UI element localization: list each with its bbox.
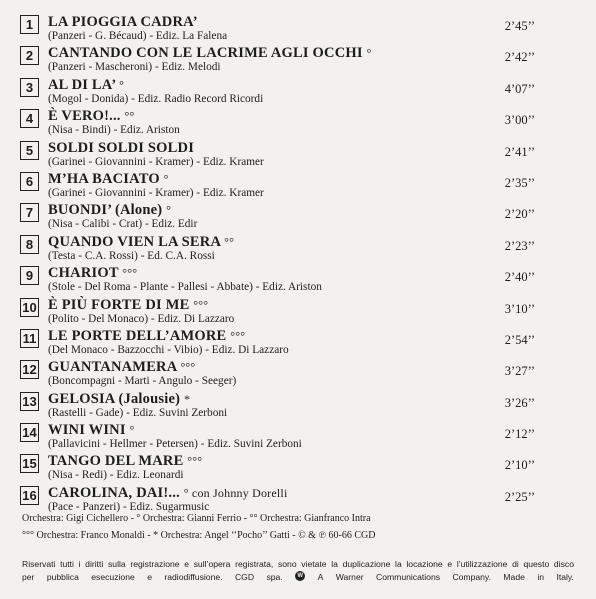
track-title: È PIÙ FORTE DI ME [48,296,190,313]
track-orchestra-marks: ° [163,171,169,186]
track-title: QUANDO VIEN LA SERA [48,233,221,250]
track-row [20,232,580,263]
track-title: TANGO DEL MARE [48,453,184,470]
track-duration: 3’27’’ [504,364,535,379]
track-title: CHARIOT [48,265,119,282]
rights-word: pubblica [46,572,79,582]
track-duration: 2’45’’ [504,19,535,33]
orchestra-line-2: °°° Orchestra: Franco Monaldi - * Orchestra: Angel ‘‘Pocho’’ Gatti - © & ℗ 60-66 CGD [22,530,376,541]
track-title-line [48,391,190,408]
track-row [20,420,580,451]
track-title-line [48,234,234,251]
warner-communications-logo-icon: W [295,571,305,581]
track-credits: (Boncompagni - Marti - Angulo - Seeger) [48,375,237,388]
track-credits: (Nisa - Calibi - Crat) - Ediz. Edir [48,218,198,231]
track-duration: 2’54’’ [504,332,535,347]
track-number-box: 16 [20,486,39,505]
rights-word: spa. [266,572,283,582]
track-title-line [48,297,208,314]
track-number-box: 4 [20,109,39,128]
track-number-box: 9 [20,266,39,285]
track-title-line [48,328,245,345]
track-title-line [48,202,171,219]
track-row [20,326,580,357]
rights-word: Communications [376,572,441,582]
rights-word: Warner [335,572,364,582]
track-duration: 3’26’’ [504,395,535,410]
track-row [20,138,580,169]
track-duration: 2’41’’ [504,144,535,159]
track-credits: (Panzeri - G. Bécaud) - Ediz. La Falena [48,30,228,42]
track-number-box: 10 [20,298,39,317]
rights-word: per [22,572,35,582]
track-row [20,263,580,294]
track-orchestra-marks: °° [224,234,235,249]
track-title: CANTANDO CON LE LACRIME AGLI OCCHI [48,45,363,62]
track-orchestra-marks: °°° [230,328,246,343]
track-duration: 2’25’’ [504,489,535,504]
track-number-box: 2 [20,46,39,65]
track-orchestra-marks: ° [129,423,135,438]
track-title-line [48,77,124,94]
track-row [20,106,580,137]
track-duration: 3’10’’ [504,301,535,316]
track-title: M’HA BACIATO [48,170,160,187]
track-row [20,295,580,326]
track-duration: 2’23’’ [504,238,535,253]
orchestra-line-1: Orchestra: Gigi Cichellero - ° Orchestra: Gianni Ferrio - °° Orchestra: Gianfranco Intra [22,513,371,524]
track-number-box: 14 [20,423,39,442]
track-title-line [48,171,169,188]
track-title-line [48,45,372,62]
track-title-line [48,108,134,125]
track-title-line [48,422,135,439]
rights-word: esecuzione [91,572,135,582]
track-credits: (Garinei - Giovannini - Kramer) - Ediz. Kramer [48,186,264,199]
track-duration: 2’42’’ [504,50,535,65]
track-number-box: 15 [20,454,39,473]
track-number-box: 1 [20,15,39,34]
track-row [20,200,580,231]
track-row [20,169,580,200]
track-duration: 2’12’’ [504,427,535,442]
track-credits: (Pallavicini - Hellmer - Petersen) - Ediz. Suvini Zerboni [48,438,302,451]
track-orchestra-marks: °°° [122,266,138,281]
track-title-line [48,485,288,502]
track-credits: (Rastelli - Gade) - Ediz. Suvini Zerboni [48,406,228,419]
track-title: BUONDI’ (Alone) [48,202,163,219]
track-title-line [48,265,137,282]
track-orchestra-marks: * [183,391,191,406]
track-duration: 2’40’’ [504,270,535,285]
track-title: GELOSIA (Jalousie) [48,390,181,407]
track-row [20,75,580,106]
track-orchestra-marks: °°° [193,297,209,312]
track-credits: (Nisa - Redi) - Ediz. Leonardi [48,469,184,482]
track-orchestra-marks: °°° [180,360,196,375]
track-number-box: 5 [20,141,39,160]
track-title: CAROLINA, DAI!... [48,484,180,501]
rights-word: in [537,572,545,582]
track-credits: (Del Monaco - Bazzocchi - Vibio) - Ediz. Di Lazzaro [48,343,289,356]
track-orchestra-marks: ° con Johnny Dorelli [183,485,288,500]
track-title-line [48,140,194,157]
track-credits: (Testa - C.A. Rossi) - Ed. C.A. Rossi [48,249,215,262]
track-number-box: 6 [20,172,39,191]
track-row [20,12,580,43]
rights-word: Made [503,572,525,582]
track-row [20,389,580,420]
track-credits: (Nisa - Bindi) - Ediz. Ariston [48,124,180,137]
rights-word: e [147,572,152,582]
rights-word: A [317,572,324,582]
track-credits: (Pace - Panzeri) - Ediz. Sugarmusic [48,500,210,513]
track-title: GUANTANAMERA [48,359,177,376]
rights-word: Company. [452,572,491,582]
track-credits: (Mogol - Donida) - Ediz. Radio Record Ricordi [48,92,264,105]
track-title: È VERO!... [48,108,121,125]
rights-word: Italy. [556,572,574,582]
track-title: LA PIOGGIA CADRA’ [48,14,198,30]
track-title-line [48,453,202,470]
track-title: SOLDI SOLDI SOLDI [48,139,195,156]
track-orchestra-marks: °° [124,109,135,124]
track-number-box: 7 [20,203,39,222]
track-orchestra-marks: ° [166,203,172,218]
track-duration: 2’20’’ [504,207,535,222]
track-orchestra-marks: °°° [187,454,203,469]
track-duration: 2’35’’ [504,175,535,190]
track-credits: (Panzeri - Mascheroni) - Ediz. Melodi [48,61,221,74]
rights-word: radiodiffusione. [164,572,223,582]
track-title-line [48,14,198,31]
track-title: AL DI LA’ [48,76,116,93]
rights-line-1: Riservati tutti i diritti sulla registrazione e sull’opera registrata, sono vietate la duplicazione la locazione e l’utilizzazione di questo disco [22,559,574,569]
track-row [20,451,580,482]
track-title: LE PORTE DELL’AMORE [48,327,227,344]
track-credits: (Polito - Del Monaco) - Ediz. Di Lazzaro [48,312,235,325]
track-title: WINI WINI [48,422,126,439]
track-row [20,43,580,74]
track-row [20,357,580,388]
track-number-box: 11 [20,329,39,348]
track-credits: (Stole - Del Roma - Plante - Pallesi - Abbate) - Ediz. Ariston [48,281,322,294]
track-orchestra-marks: ° [119,77,125,92]
track-number-box: 3 [20,78,39,97]
rights-notice [22,558,574,584]
track-number-box: 12 [20,360,39,379]
track-number-box: 8 [20,235,39,254]
track-list [20,12,580,514]
rights-line-2 [22,571,574,584]
track-title-line [48,359,195,376]
track-duration: 4’07’’ [504,81,535,96]
track-duration: 3’00’’ [504,113,535,128]
rights-word: CGD [234,572,255,582]
track-credits: (Garinei - Giovannini - Kramer) - Ediz. Kramer [48,155,264,168]
track-duration: 2’10’’ [504,458,535,473]
orchestra-credits [22,510,582,544]
track-number-box: 13 [20,392,39,411]
track-orchestra-marks: ° [366,46,372,61]
